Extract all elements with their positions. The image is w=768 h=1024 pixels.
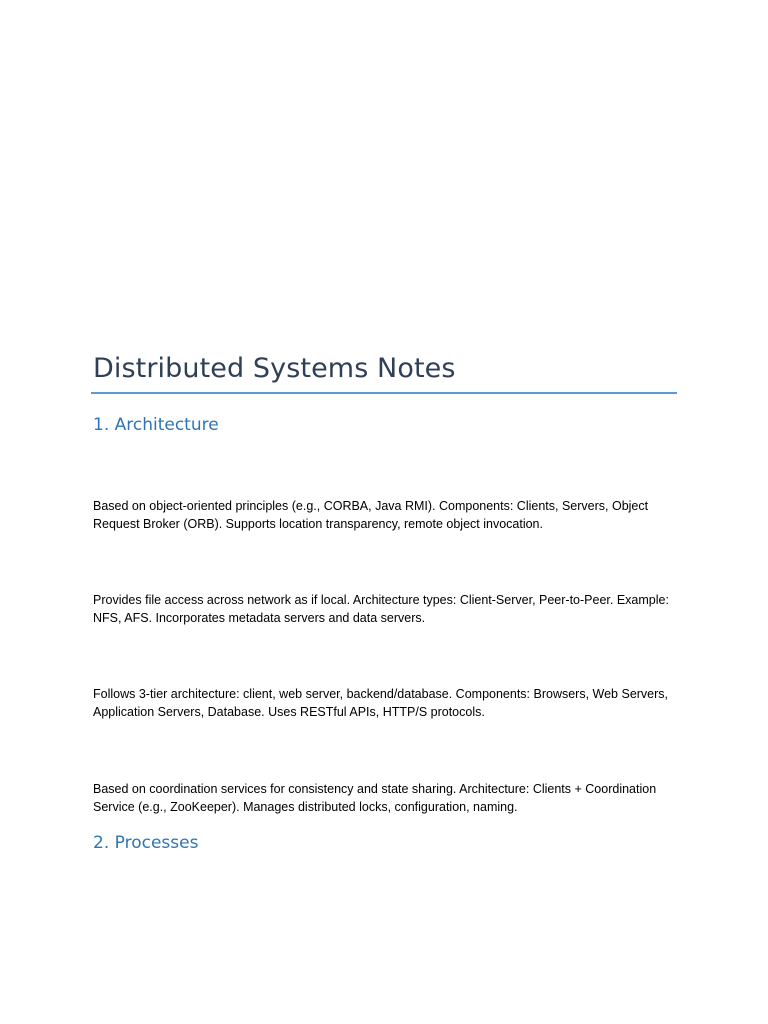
document-title: Distributed Systems Notes	[93, 353, 456, 384]
section-heading-architecture: 1. Architecture	[93, 415, 219, 435]
paragraph-web-based-systems: Follows 3-tier architecture: client, web server, backend/database. Components: Browsers, Web Servers, Application Servers, Database. Uses RESTful APIs, HTTP/S protocols.	[93, 687, 669, 719]
section-heading-processes: 2. Processes	[93, 833, 199, 853]
paragraph-distributed-objects: Based on object-oriented principles (e.g., CORBA, Java RMI). Components: Clients, Servers, Object Request Broker (ORB). Supports location transparency, remote object invocation.	[93, 499, 649, 531]
title-underline	[91, 392, 677, 394]
paragraph-distributed-file-systems: Provides file access across network as if local. Architecture types: Client-Server, Peer-to-Peer. Example: NFS, AFS. Incorporates metadata servers and data servers.	[93, 593, 669, 625]
paragraph-coordination-systems: Based on coordination services for consistency and state sharing. Architecture: Clients + Coordination Service (e.g., ZooKeeper). Manages distributed locks, configuration, naming.	[93, 782, 657, 814]
